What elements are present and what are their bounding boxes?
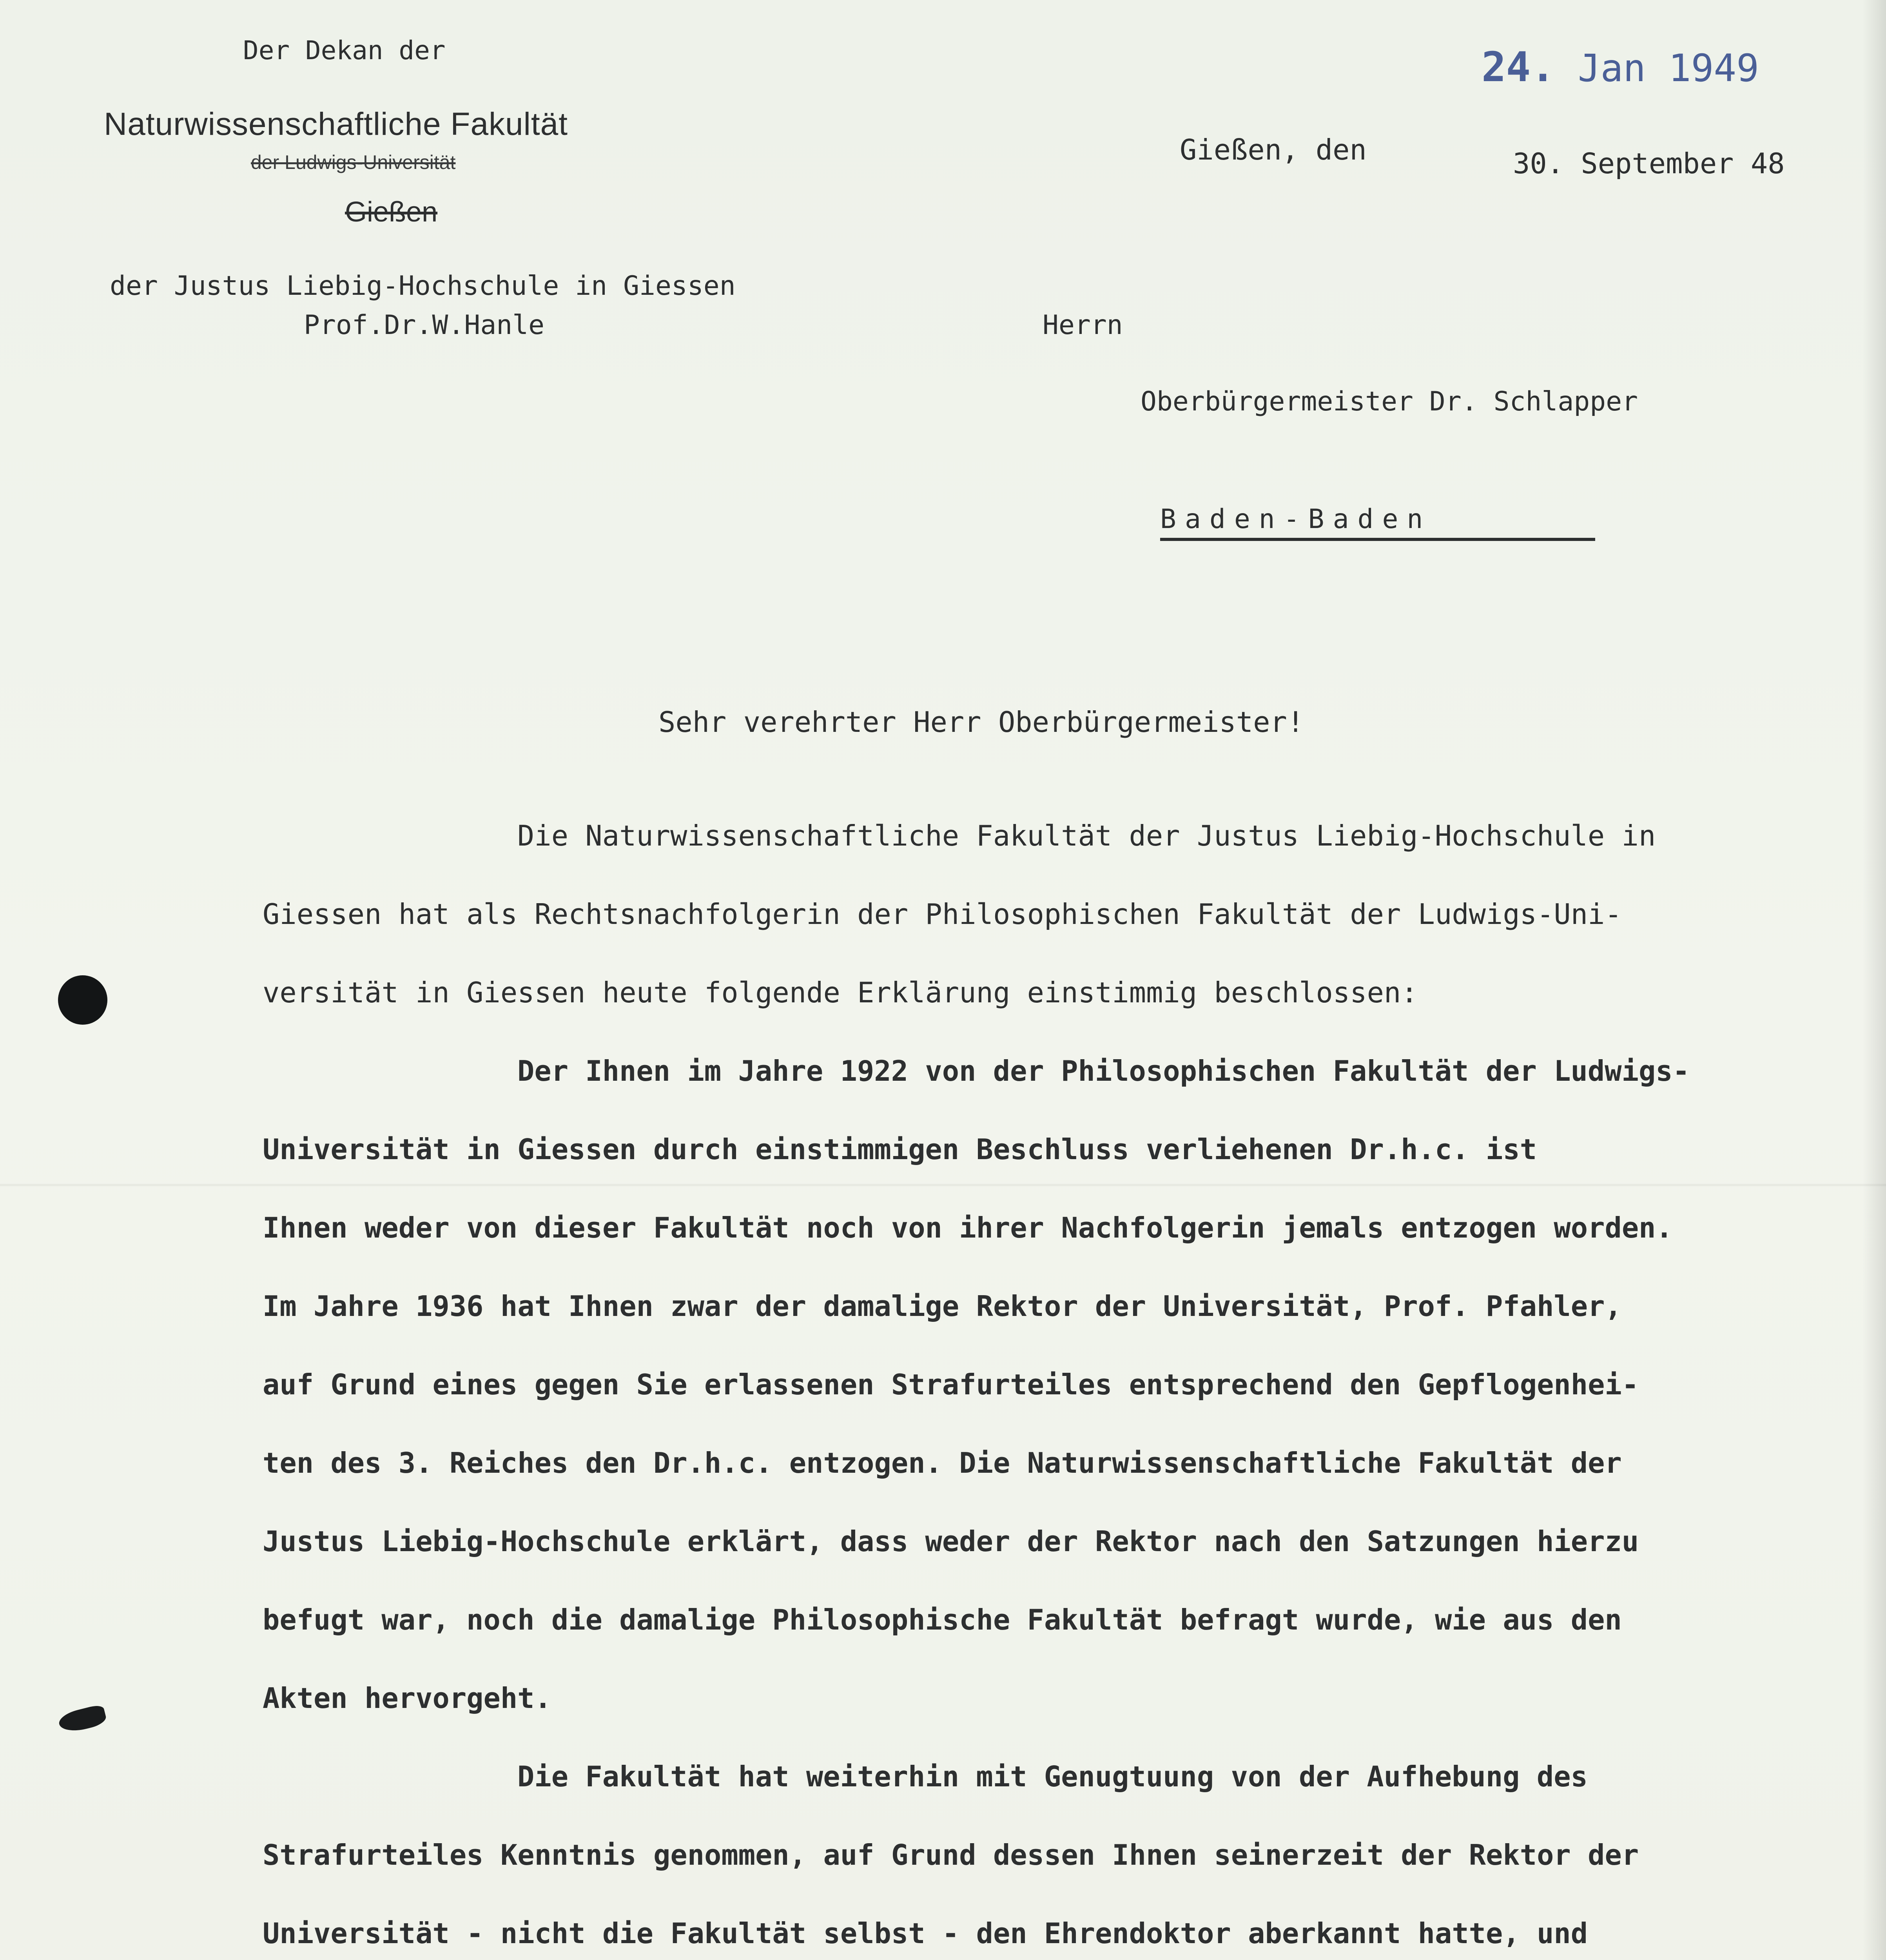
- body-line: befugt war, noch die damalige Philosophische Fakultät befragt wurde, wie aus den: [263, 1603, 1622, 1636]
- letterhead-faculty: Naturwissenschaftliche Fakultät: [104, 106, 568, 142]
- body-line: Universität in Giessen durch einstimmigen Beschluss verliehenen Dr.h.c. ist: [263, 1133, 1537, 1166]
- punch-hole: [58, 975, 107, 1025]
- letterhead-professor: Prof.Dr.W.Hanle: [304, 310, 545, 341]
- recipient-city: Baden-Baden: [1160, 504, 1432, 535]
- body-line: auf Grund eines gegen Sie erlassenen Strafurteiles entsprechend den Gepflogenhei-: [263, 1368, 1639, 1401]
- body-line: Im Jahre 1936 hat Ihnen zwar der damalige Rektor der Universität, Prof. Pfahler,: [263, 1290, 1622, 1323]
- body-line: Giessen hat als Rechtsnachfolgerin der Philosophischen Fakultät der Ludwigs-Uni-: [263, 898, 1622, 931]
- body-line: Der Ihnen im Jahre 1922 von der Philosophischen Fakultät der Ludwigs-: [517, 1054, 1690, 1087]
- body-line: Justus Liebig-Hochschule erklärt, dass weder der Rektor nach den Satzungen hierzu: [263, 1525, 1639, 1558]
- stamp-day: 24.: [1482, 43, 1555, 91]
- received-date-stamp: [1482, 43, 1759, 91]
- body-line: ten des 3. Reiches den Dr.h.c. entzogen. Die Naturwissenschaftliche Fakultät der: [263, 1446, 1622, 1479]
- letterhead-institution: der Justus Liebig-Hochschule in Giessen: [110, 270, 736, 301]
- body-line: versität in Giessen heute folgende Erklärung einstimmig beschlossen:: [263, 976, 1418, 1009]
- ink-mark: [57, 1704, 107, 1735]
- recipient-name: Oberbürgermeister Dr. Schlapper: [1141, 386, 1638, 417]
- body-line: Die Fakultät hat weiterhin mit Genugtuung von der Aufhebung des: [517, 1760, 1588, 1793]
- city-underline: [1160, 538, 1595, 541]
- letterhead-struck-university: der Ludwigs-Universität: [251, 151, 456, 173]
- body-line: Die Naturwissenschaftliche Fakultät der Justus Liebig-Hochschule in: [517, 819, 1656, 852]
- body-line: Ihnen weder von dieser Fakultät noch von ihrer Nachfolgerin jemals entzogen worden.: [263, 1211, 1673, 1244]
- place-label: Gießen, den: [1180, 133, 1367, 166]
- paper-fold: [0, 1184, 1886, 1186]
- body-line: Strafurteiles Kenntnis genommen, auf Grund dessen Ihnen seinerzeit der Rektor der: [263, 1838, 1639, 1871]
- recipient-salutation: Herrn: [1043, 310, 1123, 341]
- letterhead-struck-city: Gießen: [345, 196, 438, 228]
- greeting: Sehr verehrter Herr Oberbürgermeister!: [658, 706, 1304, 739]
- letterhead-dean: Der Dekan der: [243, 35, 446, 65]
- letter-date: 30. September 48: [1513, 147, 1785, 180]
- stamp-month-year: Jan 1949: [1578, 46, 1759, 90]
- paper-edge-shadow: [1862, 0, 1886, 1960]
- body-line: Universität - nicht die Fakultät selbst - den Ehrendoktor aberkannt hatte, und: [263, 1917, 1588, 1950]
- body-line: Akten hervorgeht.: [263, 1682, 551, 1715]
